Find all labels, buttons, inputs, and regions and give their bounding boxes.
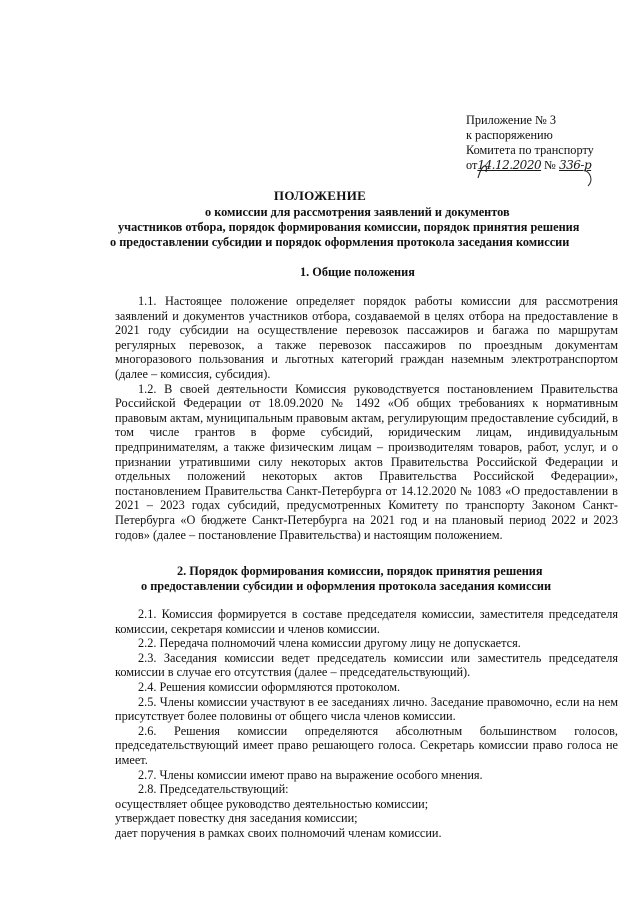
appendix-line-3: Комитета по транспорту [466, 143, 594, 157]
paragraph-2-4: 2.4. Решения комиссии оформляются протоколом. [138, 679, 401, 694]
chair-duty-3: дает поручения в рамках своих полномочий членам комиссии. [115, 825, 442, 840]
paragraph-2-2: 2.2. Передача полномочий члена комиссии другому лицу не допускается. [138, 636, 521, 651]
section-2-heading-line-1: 2. Порядок формирования комиссии, порядок принятия решения [177, 564, 543, 578]
subtitle-line-2: участников отбора, порядок формирования комиссии, порядок принятия решения [118, 220, 580, 234]
paragraph-2-1: 2.1. Комиссия формируется в составе председателя комиссии, заместителя председателя комиссии, секретаря комиссии и членов комиссии. [115, 607, 618, 636]
paragraph-2-7: 2.7. Члены комиссии имеют право на выражение особого мнения. [138, 767, 483, 782]
handwritten-number: 336-р [558, 158, 592, 172]
chair-duty-2: утверждает повестку дня заседания комиссии; [115, 811, 358, 826]
number-prefix: № [544, 158, 556, 172]
section-2-body [115, 607, 618, 841]
paragraph-1-2: 1.2. В своей деятельности Комиссия руководствуется постановлением Правительства Российской Федерации от 18.09.2020 № 1492 «Об общих требованиях к нормативным правовым актам, муниципальным правовым актам, регулирующим предоставление субсидий, в том числе грантов в форме субсидий, юридическим лицам, индивидуальным предпринимателям, а также физическим лицам – производителям товаров, работ, услуг, и о признании утратившими силу некоторых актов Правительства Российской Федерации и отдельных положений некоторых актов Правительства Российской Федерации», постановлением Правительства Санкт-Петербурга от 14.12.2020 № 1083 «О предоставлении в 2021 – 2023 годах субсидий, предусмотренных Комитету по транспорту Законом Санкт-Петербурга «О бюджете Санкт-Петербурга на 2021 год и на плановый период 2022 и 2023 годов» (далее – постановление Правительства) и настоящим положением. [115, 381, 618, 542]
paragraph-1-1: 1.1. Настоящее положение определяет порядок работы комиссии для рассмотрения заявлений и документов участников отбора, создаваемой в целях отбора на предоставление в 2021 году субсидии на осуществление перевозок пассажиров и багажа по маршрутам регулярных перевозок, а также перевозок пассажиров по проездным документам многоразового пользования и льготных категорий граждан наземным электротранспортом (далее – комиссия, субсидия). [115, 294, 618, 381]
appendix-date-line [466, 158, 591, 173]
section-1-body [115, 294, 618, 542]
paragraph-2-8: 2.8. Председательствующий: [138, 782, 289, 797]
appendix-note [466, 113, 626, 173]
subtitle-line-3: о предоставлении субсидии и порядок оформления протокола заседания комиссии [110, 235, 570, 249]
subtitle-line-1: о комиссии для рассмотрения заявлений и документов [205, 205, 510, 219]
paragraph-2-3: 2.3. Заседания комиссии ведет председатель комиссии или заместитель председателя комиссии в случае его отсутствия (далее – председательствующий). [115, 650, 618, 680]
date-prefix: от [466, 158, 478, 172]
paragraph-2-6: 2.6. Решения комиссии определяются абсолютным большинством голосов, председательствующий имеет право решающего голоса. Секретарь комиссии право голоса не имеет. [115, 723, 618, 767]
document-title: ПОЛОЖЕНИЕ [273, 188, 367, 203]
chair-duty-1: осуществляет общее руководство деятельностью комиссии; [115, 796, 429, 811]
appendix-line-2: к распоряжению [466, 128, 553, 142]
appendix-line-1: Приложение № 3 [466, 113, 557, 127]
section-2-heading-line-2: о предоставлении субсидии и оформления протокола заседания комиссии [141, 579, 552, 593]
paragraph-2-5: 2.5. Члены комиссии участвуют в ее заседаниях лично. Заседание правомочно, если на нем присутствует более половины от общего числа членов комиссии. [115, 694, 618, 724]
section-1-heading: 1. Общие положения [300, 265, 415, 279]
handwritten-date: 14.12.2020 [477, 158, 542, 172]
